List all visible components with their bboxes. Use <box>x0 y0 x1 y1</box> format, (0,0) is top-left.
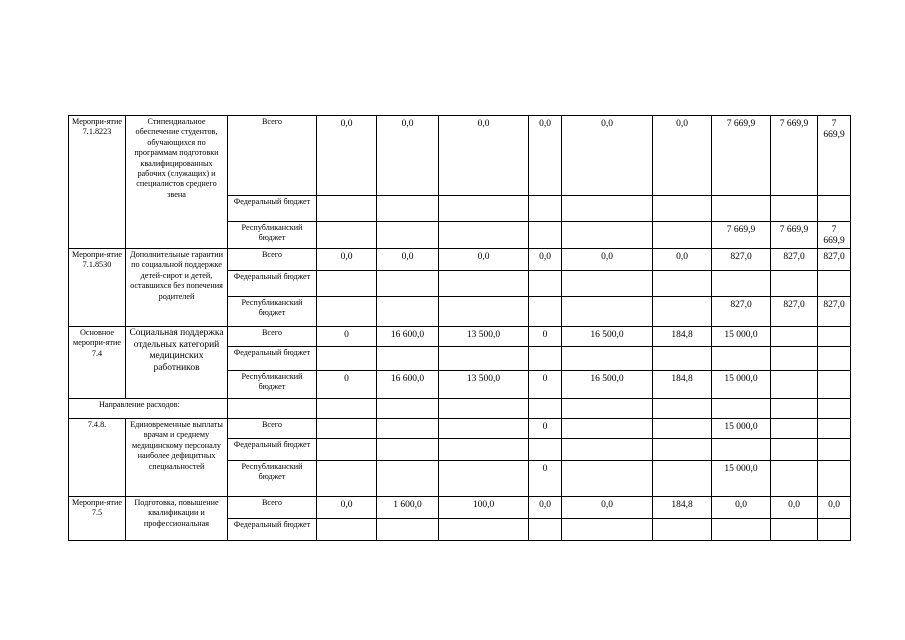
amount-cell <box>439 222 529 249</box>
amount-cell <box>439 519 529 541</box>
amount-cell: 0,0 <box>712 497 771 519</box>
amount-cell <box>439 196 529 222</box>
amount-cell: 827,0 <box>818 249 851 271</box>
amount-cell <box>712 271 771 297</box>
amount-cell: 7 669,9 <box>818 222 851 249</box>
amount-cell <box>439 419 529 439</box>
amount-cell: 0,0 <box>529 249 562 271</box>
amount-cell <box>818 327 851 347</box>
empty-cell <box>317 399 377 419</box>
amount-cell: 827,0 <box>771 249 818 271</box>
amount-cell <box>377 297 439 327</box>
amount-cell <box>562 461 653 497</box>
amount-cell: 0 <box>529 371 562 399</box>
funding-source-label: Федеральный бюджет <box>228 347 317 371</box>
amount-cell <box>653 222 712 249</box>
empty-cell <box>771 399 818 419</box>
amount-cell: 0,0 <box>529 116 562 196</box>
amount-cell <box>317 519 377 541</box>
amount-cell: 827,0 <box>818 297 851 327</box>
amount-cell <box>562 297 653 327</box>
amount-cell <box>653 439 712 461</box>
amount-cell <box>771 461 818 497</box>
amount-cell: 0,0 <box>562 497 653 519</box>
amount-cell <box>377 461 439 497</box>
funding-source-label: Всего <box>228 116 317 196</box>
measure-code: Основное меропри-ятие 7.4 <box>69 327 126 399</box>
amount-cell: 0,0 <box>317 497 377 519</box>
amount-cell <box>818 196 851 222</box>
amount-cell <box>771 196 818 222</box>
amount-cell <box>377 271 439 297</box>
empty-cell <box>529 399 562 419</box>
amount-cell: 15 000,0 <box>712 327 771 347</box>
empty-cell <box>439 399 529 419</box>
amount-cell <box>562 347 653 371</box>
amount-cell <box>317 419 377 439</box>
amount-cell <box>439 347 529 371</box>
amount-cell <box>529 519 562 541</box>
amount-cell <box>317 222 377 249</box>
amount-cell: 0,0 <box>818 497 851 519</box>
amount-cell <box>317 271 377 297</box>
amount-cell: 0,0 <box>377 116 439 196</box>
empty-cell <box>377 399 439 419</box>
amount-cell <box>562 419 653 439</box>
funding-source-label: Республиканский бюджет <box>228 371 317 399</box>
amount-cell <box>439 439 529 461</box>
amount-cell <box>653 461 712 497</box>
amount-cell: 827,0 <box>712 249 771 271</box>
amount-cell: 0,0 <box>529 497 562 519</box>
amount-cell <box>377 196 439 222</box>
amount-cell <box>377 439 439 461</box>
amount-cell: 7 669,9 <box>771 222 818 249</box>
funding-source-label: Всего <box>228 497 317 519</box>
amount-cell: 7 669,9 <box>712 222 771 249</box>
amount-cell: 0,0 <box>439 116 529 196</box>
amount-cell <box>529 439 562 461</box>
amount-cell <box>771 439 818 461</box>
amount-cell <box>439 271 529 297</box>
amount-cell: 7 669,9 <box>818 116 851 196</box>
amount-cell: 16 500,0 <box>562 327 653 347</box>
amount-cell: 184,8 <box>653 497 712 519</box>
amount-cell: 0,0 <box>562 116 653 196</box>
amount-cell <box>771 327 818 347</box>
funding-source-label: Всего <box>228 327 317 347</box>
amount-cell <box>653 347 712 371</box>
amount-cell: 827,0 <box>771 297 818 327</box>
funding-source-label: Всего <box>228 249 317 271</box>
table-row <box>69 327 851 347</box>
funding-source-label: Федеральный бюджет <box>228 196 317 222</box>
funding-source-label: Республиканский бюджет <box>228 461 317 497</box>
amount-cell: 0,0 <box>771 497 818 519</box>
amount-cell: 100,0 <box>439 497 529 519</box>
amount-cell <box>653 519 712 541</box>
amount-cell: 0 <box>529 327 562 347</box>
amount-cell <box>712 196 771 222</box>
measure-code: Меропри-ятие 7.5 <box>69 497 126 541</box>
amount-cell <box>653 196 712 222</box>
amount-cell <box>529 196 562 222</box>
amount-cell: 15 000,0 <box>712 419 771 439</box>
amount-cell <box>712 439 771 461</box>
amount-cell <box>529 222 562 249</box>
amount-cell <box>529 347 562 371</box>
funding-source-label: Республиканский бюджет <box>228 222 317 249</box>
amount-cell: 0,0 <box>317 116 377 196</box>
amount-cell: 7 669,9 <box>771 116 818 196</box>
amount-cell: 7 669,9 <box>712 116 771 196</box>
empty-cell <box>818 399 851 419</box>
funding-source-label: Всего <box>228 419 317 439</box>
amount-cell: 16 600,0 <box>377 327 439 347</box>
amount-cell <box>377 222 439 249</box>
amount-cell <box>317 196 377 222</box>
amount-cell <box>818 439 851 461</box>
amount-cell <box>439 461 529 497</box>
empty-cell <box>712 399 771 419</box>
amount-cell <box>818 347 851 371</box>
amount-cell <box>317 347 377 371</box>
amount-cell <box>317 297 377 327</box>
amount-cell <box>771 371 818 399</box>
amount-cell: 0 <box>317 371 377 399</box>
amount-cell <box>529 271 562 297</box>
amount-cell: 184,8 <box>653 327 712 347</box>
amount-cell: 13 500,0 <box>439 327 529 347</box>
amount-cell <box>562 222 653 249</box>
amount-cell <box>653 419 712 439</box>
amount-cell <box>653 271 712 297</box>
funding-source-label: Федеральный бюджет <box>228 519 317 541</box>
amount-cell <box>439 297 529 327</box>
budget-table <box>68 115 851 541</box>
measure-code: 7.4.8. <box>69 419 126 497</box>
amount-cell <box>377 419 439 439</box>
amount-cell: 16 600,0 <box>377 371 439 399</box>
amount-cell: 1 600,0 <box>377 497 439 519</box>
funding-source-label: Федеральный бюджет <box>228 271 317 297</box>
empty-cell <box>562 399 653 419</box>
table-row <box>69 116 851 196</box>
measure-name: Дополнительные гарантии по социальной поддержке детей-сирот и детей, оставшихся без попечения родителей <box>126 249 228 327</box>
amount-cell <box>529 297 562 327</box>
amount-cell: 0 <box>529 419 562 439</box>
amount-cell <box>653 297 712 327</box>
budget-table-page <box>68 115 851 541</box>
table-row <box>69 249 851 271</box>
amount-cell: 827,0 <box>712 297 771 327</box>
amount-cell <box>771 271 818 297</box>
empty-cell <box>653 399 712 419</box>
amount-cell <box>818 461 851 497</box>
amount-cell: 0,0 <box>439 249 529 271</box>
table-row <box>69 497 851 519</box>
amount-cell: 16 500,0 <box>562 371 653 399</box>
measure-code: Меропри-ятие 7.1.8223 <box>69 116 126 249</box>
amount-cell <box>377 519 439 541</box>
amount-cell: 0,0 <box>653 116 712 196</box>
funding-source-label: Республиканский бюджет <box>228 297 317 327</box>
amount-cell: 15 000,0 <box>712 461 771 497</box>
amount-cell <box>377 347 439 371</box>
empty-cell <box>228 399 317 419</box>
amount-cell: 0,0 <box>653 249 712 271</box>
amount-cell: 0 <box>317 327 377 347</box>
amount-cell: 0,0 <box>562 249 653 271</box>
amount-cell <box>712 347 771 371</box>
amount-cell <box>562 439 653 461</box>
amount-cell <box>562 271 653 297</box>
amount-cell <box>771 419 818 439</box>
amount-cell <box>818 419 851 439</box>
measure-name: Единовременные выплаты врачам и среднему медицинскому персоналу наиболее дефицитных специальностей <box>126 419 228 497</box>
amount-cell <box>818 519 851 541</box>
amount-cell <box>712 519 771 541</box>
amount-cell: 15 000,0 <box>712 371 771 399</box>
amount-cell: 13 500,0 <box>439 371 529 399</box>
amount-cell <box>771 519 818 541</box>
amount-cell: 0 <box>529 461 562 497</box>
amount-cell <box>317 439 377 461</box>
direction-row <box>69 399 851 419</box>
measure-code: Меропри-ятие 7.1.8530 <box>69 249 126 327</box>
amount-cell: 0,0 <box>377 249 439 271</box>
amount-cell: 0,0 <box>317 249 377 271</box>
amount-cell <box>771 347 818 371</box>
amount-cell: 184,8 <box>653 371 712 399</box>
amount-cell <box>818 371 851 399</box>
amount-cell <box>562 519 653 541</box>
amount-cell <box>317 461 377 497</box>
measure-name: Социальная поддержка отдельных категорий медицинских работников <box>126 327 228 399</box>
measure-name: Подготовка, повышение квалификации и профессиональная <box>126 497 228 541</box>
table-row <box>69 419 851 439</box>
funding-source-label: Федеральный бюджет <box>228 439 317 461</box>
measure-name: Стипендиальное обеспечение студентов, обучающихся по программам подготовки квалифицированных рабочих (служащих) и специалистов среднего звена <box>126 116 228 249</box>
amount-cell <box>562 196 653 222</box>
direction-label: Направление расходов: <box>69 399 228 419</box>
amount-cell <box>818 271 851 297</box>
